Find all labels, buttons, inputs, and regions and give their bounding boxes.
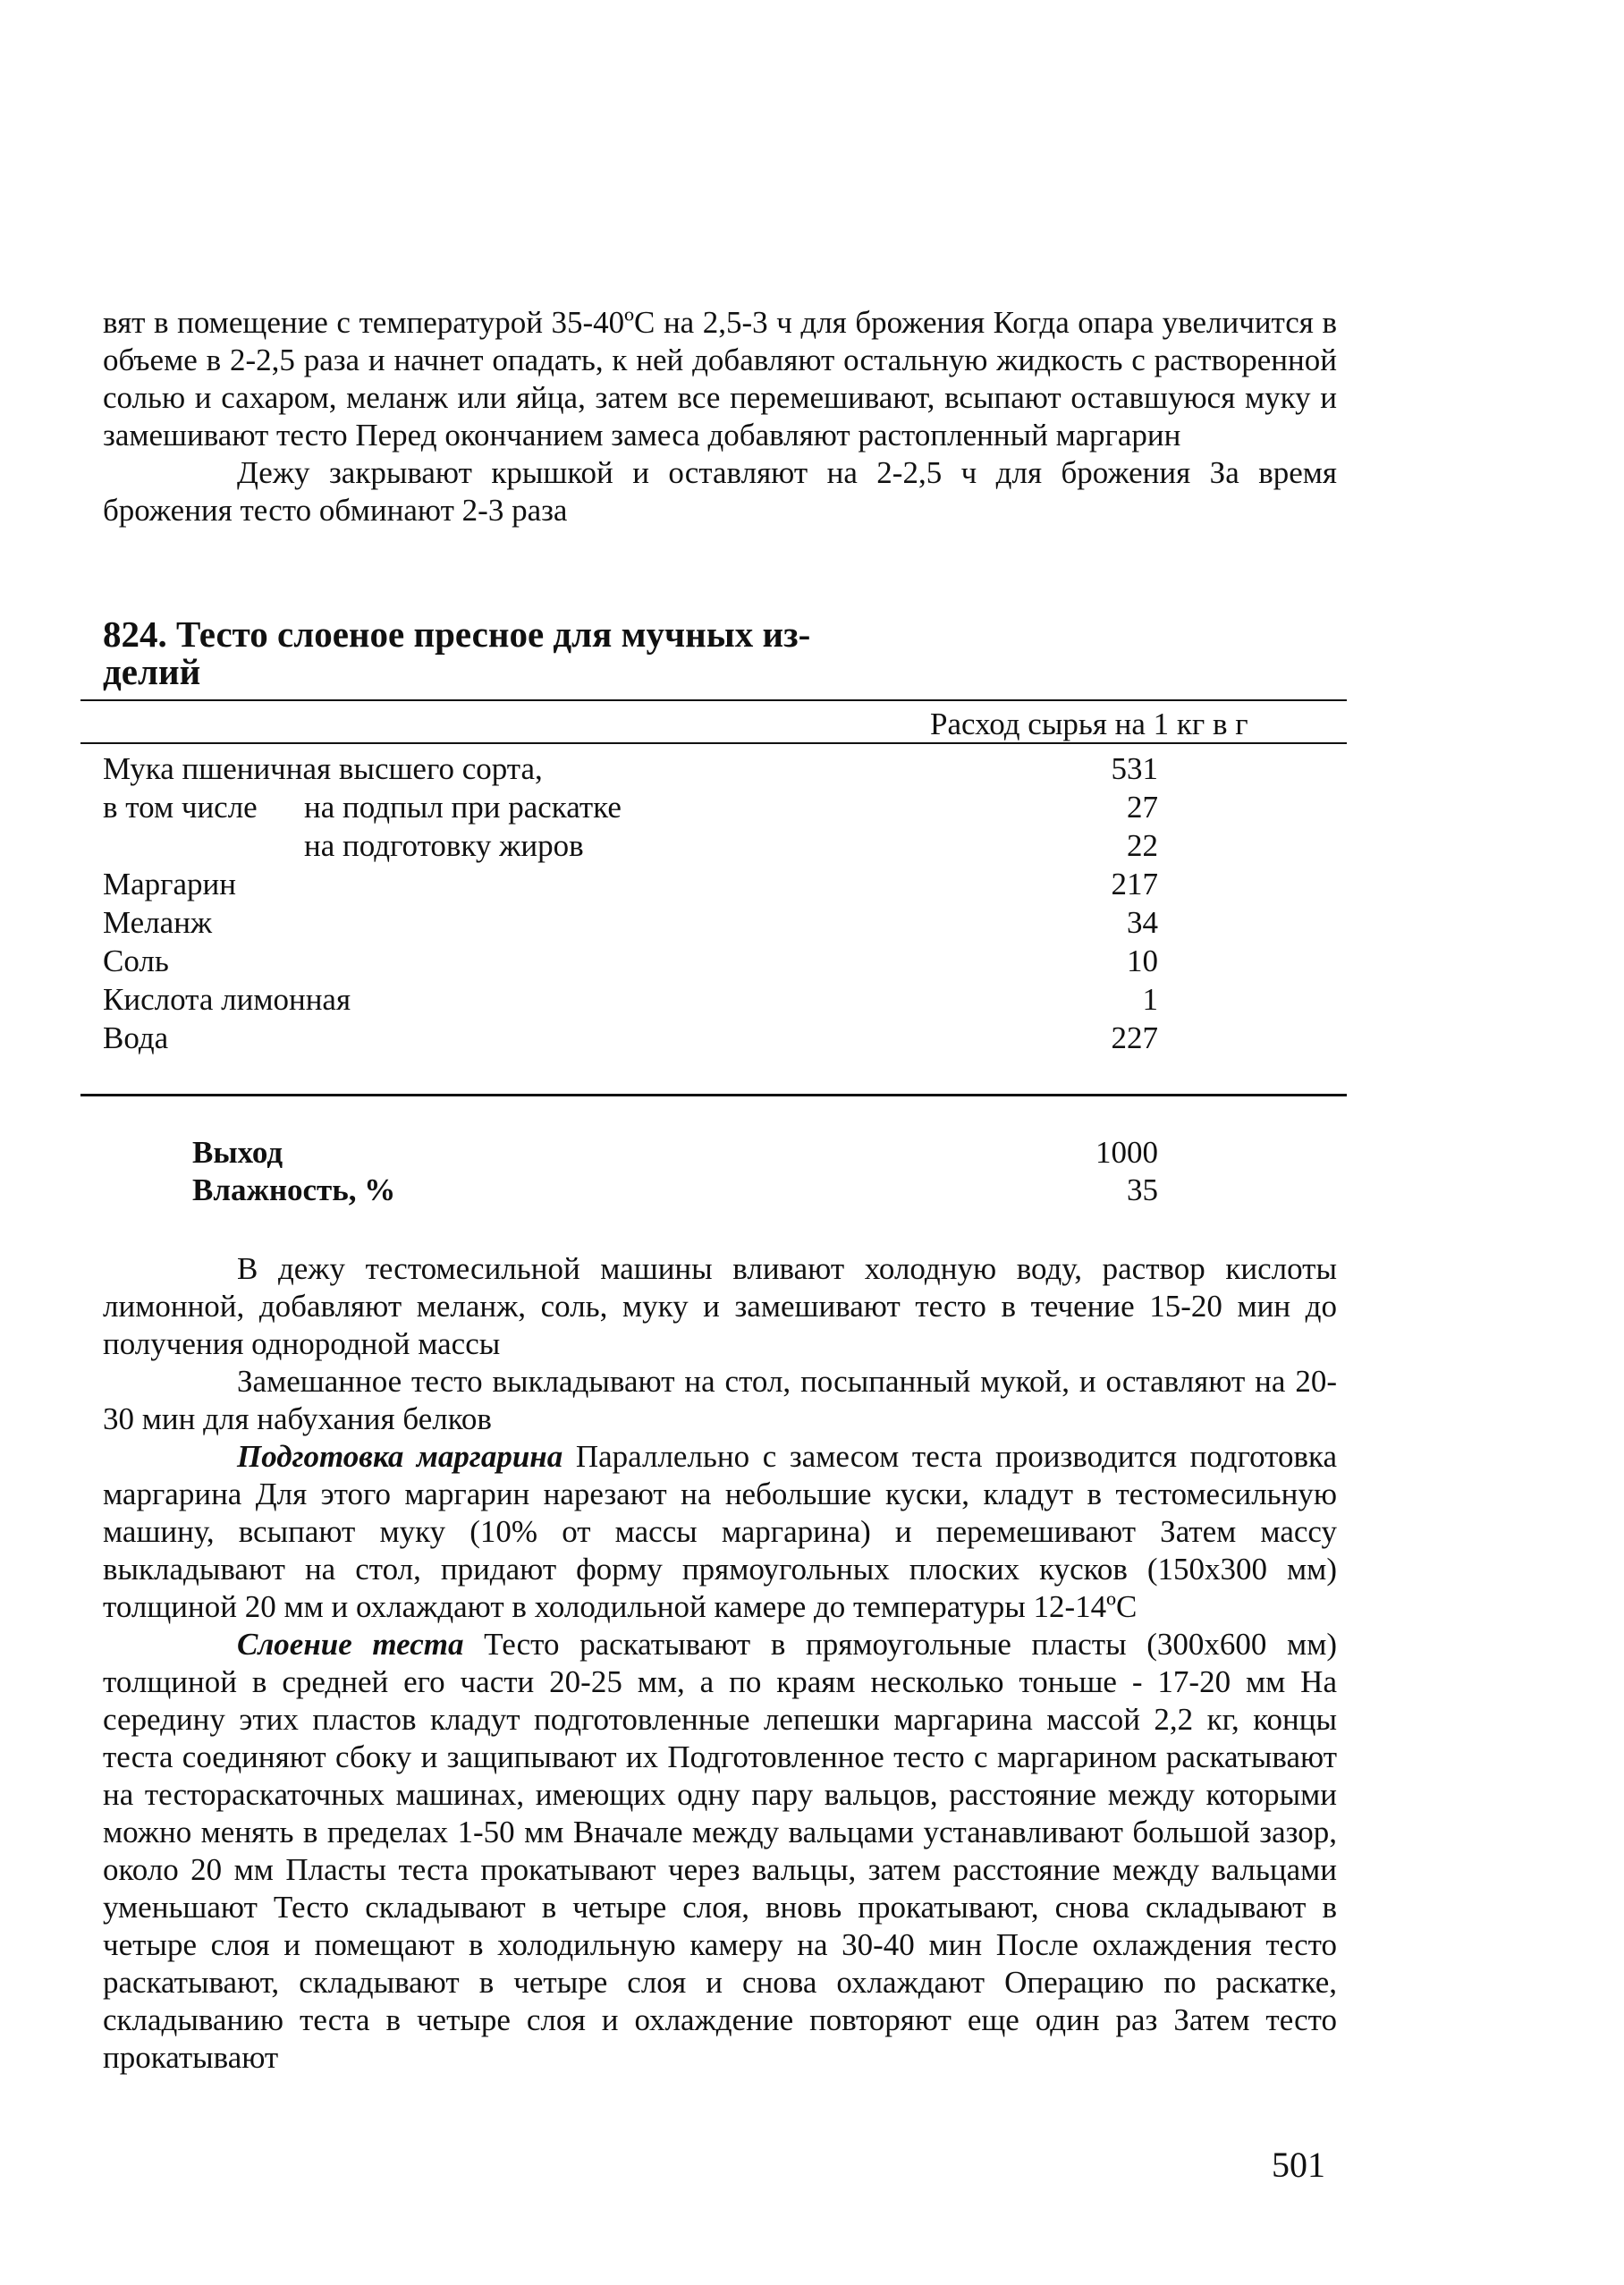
ingredient-name: Меланж xyxy=(103,905,213,940)
ingredient-name: на подпыл при раскатке xyxy=(304,790,622,825)
instructions-text xyxy=(103,1250,1337,2077)
table-top-rule xyxy=(80,699,1347,701)
ingredient-name: Маргарин xyxy=(103,867,237,901)
section-text: Параллельно с замесом теста производится подготовка маргарина Для этого маргарин нарезают на небольшие куски, кладут в тестомесильную машину, всыпают муку (10% от массы маргарина) и перемешивают Затем массу выкладывают на стол, придают форму прямоугольных плоских кусков (150х300 мм) толщиной 20 мм и охлаждают в холодильной камере до температуры 12-14ºС xyxy=(103,1439,1337,1624)
ingredient-value: 217 xyxy=(1111,867,1158,901)
table-row xyxy=(103,865,1158,903)
instruction-paragraph-2: Замешанное тесто выкладывают на стол, посыпанный мукой, и оставляют на 20-30 мин для набухания белков xyxy=(103,1364,1337,1436)
moisture-value: 35 xyxy=(1127,1172,1158,1207)
moisture-label: Влажность, % xyxy=(192,1172,396,1207)
output-row xyxy=(192,1134,1158,1172)
recipe-title-line-2: делий xyxy=(103,651,201,692)
ingredient-value: 1 xyxy=(1142,982,1158,1017)
recipe-title xyxy=(103,615,908,690)
ingredient-name: Соль xyxy=(103,944,169,978)
moisture-row xyxy=(192,1172,1158,1209)
section-text: Тесто раскатывают в прямоугольные пласты (300х600 мм) толщиной в средней его части 20-25 мм, а по краям несколько тоньше - 17-20 мм На середину этих пластов кладут подготовленные лепешки маргарина массой 2,2 кг, концы теста соединяют сбоку и защипывают их Подготовленное тесто с маргарином раскатывают на тестораскаточных машинах, имеющих одну пару вальцов, расстояние между которыми можно менять в пределах 1-50 мм Вначале между вальцами устанавливают большой зазор, около 20 мм Пласты теста прокатывают через вальцы, затем расстояние между вальцами уменьшают Тесто складывают в четыре слоя, вновь прокатывают, снова складывают в четыре слоя и помещают в холодильную камеру на 30-40 мин После охлаждения тесто раскатывают, складывают в четыре слоя и снова охлаждают Операцию по раскатке, складыванию теста в четыре слоя и охлаждение повторяют еще один раз Затем тесто прокатывают xyxy=(103,1627,1337,2075)
table-row xyxy=(103,749,1158,788)
ingredient-value: 34 xyxy=(1127,905,1158,940)
section-heading: Подготовка маргарина xyxy=(237,1439,563,1474)
ingredient-name: Кислота лимонная xyxy=(103,982,351,1017)
table-header-rule xyxy=(80,742,1347,744)
table-row xyxy=(103,903,1158,942)
table-row xyxy=(103,1019,1158,1057)
ingredient-value: 227 xyxy=(1111,1020,1158,1055)
ingredient-name: на подготовку жиров xyxy=(304,828,584,863)
table-row xyxy=(103,942,1158,980)
table-row xyxy=(103,788,1158,826)
intro-paragraph-2: Дежу закрывают крышкой и оставляют на 2-2,5 ч для брожения За время брожения тесто обминают 2-3 раза xyxy=(103,455,1337,528)
ingredient-value: 22 xyxy=(1127,828,1158,863)
instruction-paragraph-1: В дежу тестомесильной машины вливают холодную воду, раствор кислоты лимонной, добавляют меланж, соль, муку и замешивают тесто в течение 15-20 мин до получения однородной массы xyxy=(103,1251,1337,1361)
intro-paragraph-1: вят в помещение с температурой 35-40ºС на 2,5-3 ч для брожения Когда опара увеличится в объеме в 2-2,5 раза и начнет опадать, к ней добавляют остальную жидкость с растворенной солью и сахаром, меланж или яйца, затем все перемешивают, всыпают оставшуюся муку и замешивают тесто Перед окончанием замеса добавляют растопленный маргарин xyxy=(103,305,1337,453)
ingredient-value: 10 xyxy=(1127,944,1158,978)
ingredient-value: 531 xyxy=(1111,751,1158,786)
table-column-header: Расход сырья на 1 кг в г xyxy=(930,707,1248,741)
ingredient-name: Мука пшеничная высшего сорта, xyxy=(103,751,543,786)
output-label: Выход xyxy=(192,1135,283,1170)
table-row xyxy=(103,980,1158,1019)
section-heading: Слоение теста xyxy=(237,1627,464,1662)
recipe-title-line-1: 824. Тесто слоеное пресное для мучных из- xyxy=(103,614,811,655)
instruction-paragraph-4 xyxy=(103,1626,1337,2077)
page-number: 501 xyxy=(1272,2145,1325,2185)
table-bottom-rule xyxy=(80,1094,1347,1096)
ingredient-value: 27 xyxy=(1127,790,1158,825)
table-row xyxy=(103,826,1158,865)
output-value: 1000 xyxy=(1095,1135,1158,1170)
ingredient-prefix: в том числе xyxy=(103,790,258,825)
ingredient-name: Вода xyxy=(103,1020,169,1055)
intro-text xyxy=(103,304,1337,529)
instruction-paragraph-3 xyxy=(103,1438,1337,1626)
